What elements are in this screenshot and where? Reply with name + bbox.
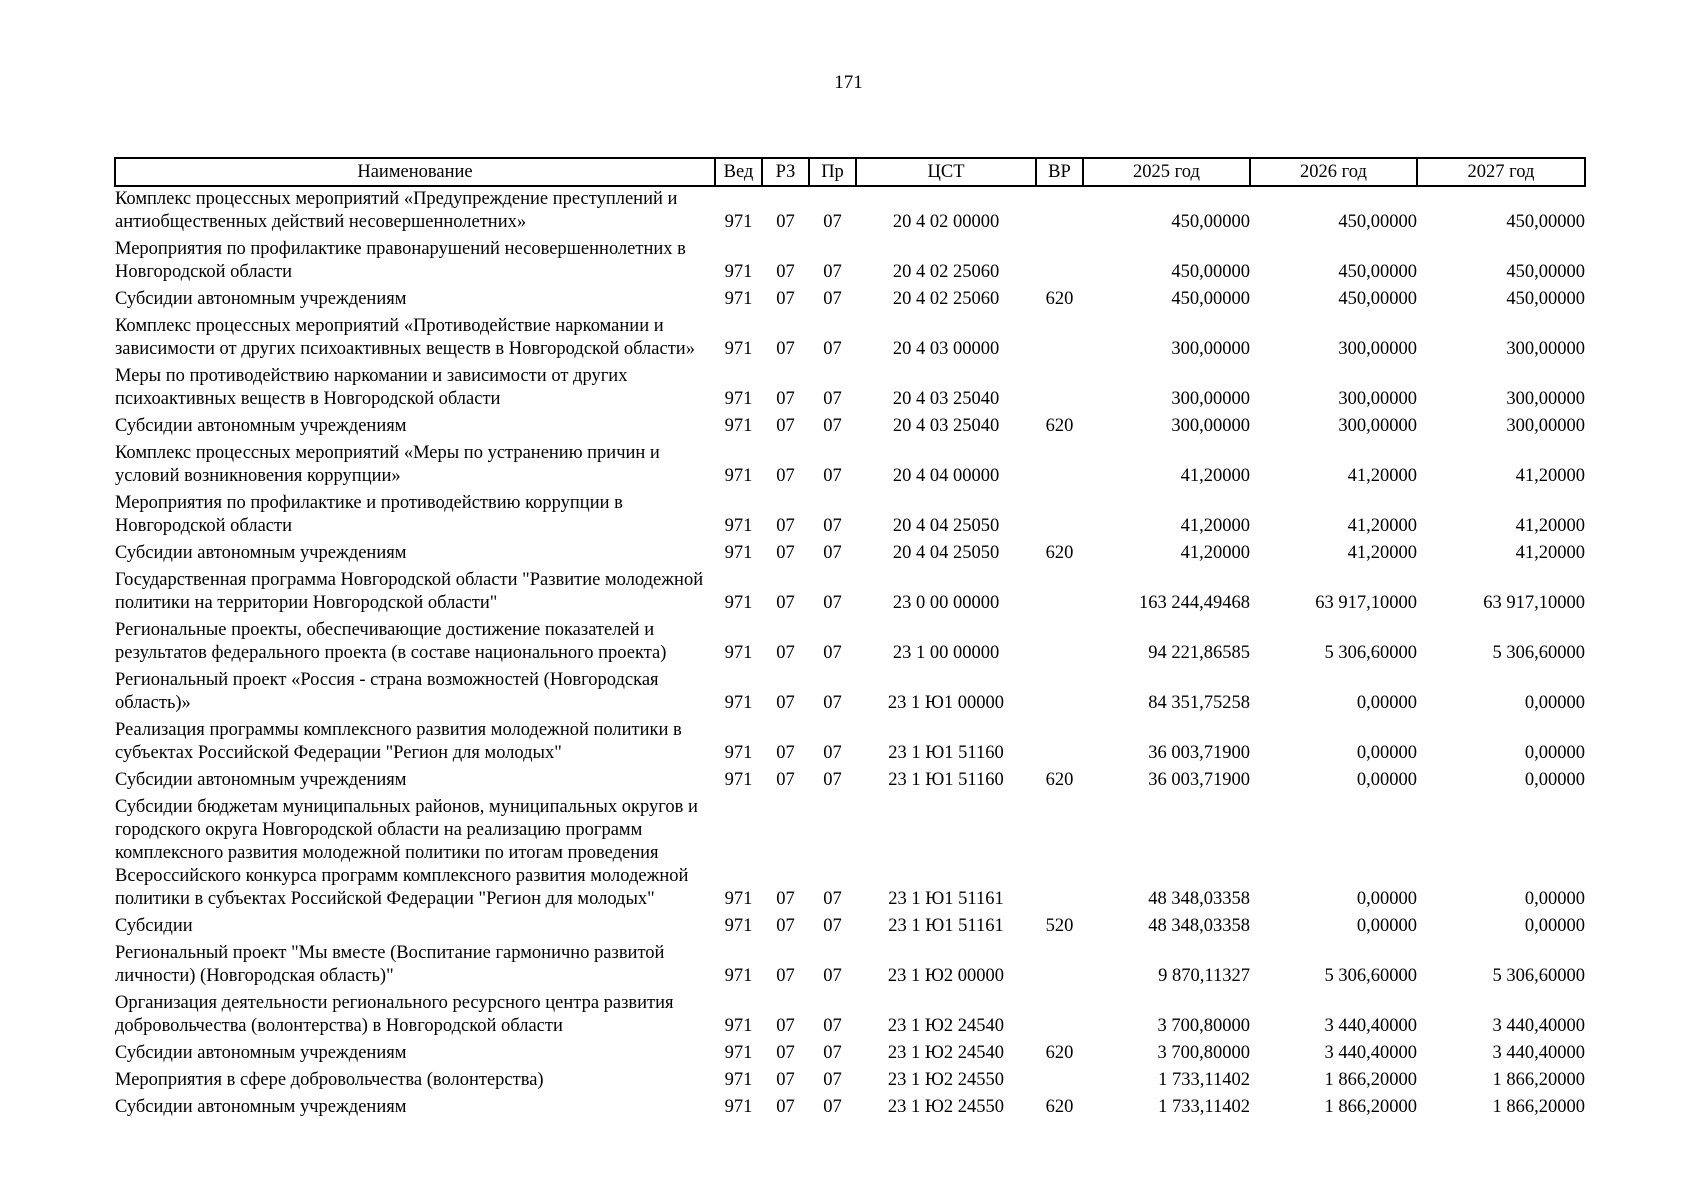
table-body <box>115 186 1585 1122</box>
cell-rz: 07 <box>776 262 795 282</box>
cell-ved: 971 <box>724 1070 753 1090</box>
cell-ved: 971 <box>724 466 753 486</box>
budget-table <box>114 157 1586 1122</box>
cell-cst: 23 1 Ю1 51161 <box>888 889 1004 909</box>
cell-2025: 48 348,03358 <box>1148 889 1250 909</box>
cell-vr: 620 <box>1045 1043 1074 1063</box>
cell-rz: 07 <box>776 466 795 486</box>
cell-cst: 20 4 03 25040 <box>892 416 1000 436</box>
header-name: Наименование <box>115 158 715 186</box>
cell-rz: 07 <box>776 516 795 536</box>
header-ved: Вед <box>715 158 762 186</box>
cell-cst: 23 1 Ю2 24550 <box>887 1070 1005 1090</box>
cell-vr <box>1036 364 1083 414</box>
page-number: 171 <box>834 72 863 93</box>
cell-ved: 971 <box>724 543 753 563</box>
cell-2026: 450,00000 <box>1338 289 1417 309</box>
cell-2025: 36 003,71900 <box>1148 743 1250 763</box>
cell-2025: 3 700,80000 <box>1157 1043 1250 1063</box>
cell-ved: 971 <box>724 289 753 309</box>
cell-cst: 23 1 Ю1 00000 <box>887 693 1005 713</box>
table-row <box>115 491 1585 541</box>
cell-name: Региональные проекты, обеспечивающие достижение показателей и результатов федерального проекта (в составе национального проекта) <box>115 620 667 663</box>
cell-2026: 41,20000 <box>1347 466 1417 486</box>
cell-pr: 07 <box>823 593 842 613</box>
cell-vr <box>1036 941 1083 991</box>
header-2027: 2027 год <box>1417 158 1585 186</box>
cell-name: Государственная программа Новгородской области "Развитие молодежной политики на территории Новгородской области" <box>115 570 704 613</box>
cell-2026: 0,00000 <box>1356 916 1417 936</box>
cell-cst: 20 4 04 25050 <box>892 543 1000 563</box>
cell-vr: 620 <box>1045 770 1074 790</box>
table-row <box>115 768 1585 795</box>
cell-pr: 07 <box>823 643 842 663</box>
table-row <box>115 186 1585 237</box>
cell-cst: 20 4 03 00000 <box>892 339 1000 359</box>
cell-vr <box>1036 991 1083 1041</box>
cell-rz: 07 <box>776 693 795 713</box>
cell-rz: 07 <box>776 339 795 359</box>
cell-2025: 1 733,11402 <box>1158 1097 1250 1117</box>
cell-pr: 07 <box>823 389 842 409</box>
cell-cst: 20 4 03 25040 <box>892 389 1000 409</box>
table-row <box>115 1095 1585 1122</box>
cell-name: Субсидии автономным учреждениям <box>115 1043 407 1063</box>
cell-2027: 1 866,20000 <box>1492 1097 1585 1117</box>
cell-name: Субсидии автономным учреждениям <box>115 543 407 563</box>
cell-cst: 23 1 Ю1 51161 <box>888 916 1004 936</box>
cell-rz: 07 <box>776 743 795 763</box>
cell-name: Комплекс процессных мероприятий «Предупреждение преступлений и антиобщественных действий несовершеннолетних» <box>115 189 678 232</box>
cell-name: Субсидии <box>115 916 193 936</box>
cell-pr: 07 <box>823 543 842 563</box>
cell-2027: 0,00000 <box>1524 693 1585 713</box>
cell-name: Реализация программы комплексного развития молодежной политики в субъектах Российской Федерации "Регион для молодых" <box>115 720 682 763</box>
cell-cst: 23 1 Ю2 24540 <box>887 1043 1005 1063</box>
cell-2025: 450,00000 <box>1171 212 1250 232</box>
header-rz: РЗ <box>762 158 809 186</box>
cell-ved: 971 <box>724 389 753 409</box>
cell-pr: 07 <box>823 1016 842 1036</box>
cell-2025: 41,20000 <box>1180 516 1250 536</box>
cell-pr: 07 <box>823 466 842 486</box>
cell-ved: 971 <box>724 212 753 232</box>
cell-ved: 971 <box>724 416 753 436</box>
cell-2027: 300,00000 <box>1506 389 1585 409</box>
header-cst: ЦСТ <box>856 158 1036 186</box>
cell-name: Комплекс процессных мероприятий «Противодействие наркомании и зависимости от других психоактивных веществ в Новгородской области» <box>115 316 695 359</box>
cell-2027: 3 440,40000 <box>1492 1043 1585 1063</box>
cell-rz: 07 <box>776 916 795 936</box>
cell-ved: 971 <box>724 743 753 763</box>
cell-2026: 0,00000 <box>1356 743 1417 763</box>
cell-name: Субсидии автономным учреждениям <box>115 1097 407 1117</box>
table-row <box>115 668 1585 718</box>
table-row <box>115 414 1585 441</box>
cell-rz: 07 <box>776 416 795 436</box>
cell-pr: 07 <box>823 966 842 986</box>
header-2025: 2025 год <box>1083 158 1250 186</box>
cell-pr: 07 <box>823 1097 842 1117</box>
cell-name: Региональный проект «Россия - страна возможностей (Новгородская область)» <box>115 670 659 713</box>
cell-pr: 07 <box>823 289 842 309</box>
cell-pr: 07 <box>823 416 842 436</box>
table-row <box>115 364 1585 414</box>
table-row <box>115 914 1585 941</box>
cell-cst: 20 4 02 00000 <box>892 212 1000 232</box>
table-row <box>115 287 1585 314</box>
cell-vr <box>1036 441 1083 491</box>
cell-2027: 3 440,40000 <box>1492 1016 1585 1036</box>
cell-name: Субсидии бюджетам муниципальных районов, муниципальных округов и городского округа Новгородской области на реализацию программ комплексного развития молодежной политики по итогам проведения Всероссийского конкурса программ комплексного развития молодежной политики в субъектах Российской Федерации "Регион для молодых" <box>115 797 698 909</box>
cell-ved: 971 <box>724 770 753 790</box>
cell-rz: 07 <box>776 643 795 663</box>
cell-2027: 5 306,60000 <box>1492 966 1585 986</box>
cell-vr: 620 <box>1045 416 1074 436</box>
cell-2027: 0,00000 <box>1524 770 1585 790</box>
cell-name: Меры по противодействию наркомании и зависимости от других психоактивных веществ в Новгородской области <box>115 366 628 409</box>
cell-rz: 07 <box>776 1043 795 1063</box>
cell-pr: 07 <box>823 770 842 790</box>
cell-2025: 48 348,03358 <box>1148 916 1250 936</box>
cell-2027: 63 917,10000 <box>1483 593 1585 613</box>
cell-name: Мероприятия по профилактике и противодействию коррупции в Новгородской области <box>115 493 623 536</box>
cell-rz: 07 <box>776 889 795 909</box>
cell-2026: 300,00000 <box>1338 416 1417 436</box>
cell-cst: 23 1 Ю2 00000 <box>887 966 1005 986</box>
cell-vr <box>1036 1068 1083 1095</box>
cell-vr: 620 <box>1045 543 1074 563</box>
cell-rz: 07 <box>776 1070 795 1090</box>
cell-2025: 450,00000 <box>1171 289 1250 309</box>
cell-rz: 07 <box>776 593 795 613</box>
cell-rz: 07 <box>776 389 795 409</box>
table-row <box>115 541 1585 568</box>
cell-pr: 07 <box>823 916 842 936</box>
table-row <box>115 1041 1585 1068</box>
cell-rz: 07 <box>776 770 795 790</box>
cell-vr <box>1036 568 1083 618</box>
cell-ved: 971 <box>724 262 753 282</box>
cell-name: Мероприятия по профилактике правонарушений несовершеннолетних в Новгородской области <box>115 239 686 282</box>
cell-ved: 971 <box>724 889 753 909</box>
cell-2027: 450,00000 <box>1506 212 1585 232</box>
cell-rz: 07 <box>776 289 795 309</box>
cell-2025: 450,00000 <box>1171 262 1250 282</box>
cell-vr: 620 <box>1045 289 1074 309</box>
header-pr: Пр <box>809 158 856 186</box>
cell-2025: 41,20000 <box>1180 466 1250 486</box>
cell-2025: 300,00000 <box>1171 416 1250 436</box>
cell-rz: 07 <box>776 212 795 232</box>
cell-vr: 620 <box>1045 1097 1074 1117</box>
cell-2025: 300,00000 <box>1171 339 1250 359</box>
cell-2026: 1 866,20000 <box>1324 1070 1417 1090</box>
cell-rz: 07 <box>776 1097 795 1117</box>
cell-vr <box>1036 618 1083 668</box>
cell-ved: 971 <box>724 1043 753 1063</box>
cell-2026: 300,00000 <box>1338 339 1417 359</box>
cell-2025: 300,00000 <box>1171 389 1250 409</box>
cell-pr: 07 <box>823 1070 842 1090</box>
cell-vr <box>1036 186 1083 237</box>
table-row <box>115 568 1585 618</box>
cell-cst: 23 1 Ю1 51160 <box>888 770 1004 790</box>
cell-vr: 520 <box>1045 916 1074 936</box>
cell-ved: 971 <box>724 693 753 713</box>
cell-2027: 41,20000 <box>1515 516 1585 536</box>
cell-2026: 0,00000 <box>1356 693 1417 713</box>
cell-ved: 971 <box>724 516 753 536</box>
header-vr: ВР <box>1036 158 1083 186</box>
cell-2027: 41,20000 <box>1515 543 1585 563</box>
cell-name: Субсидии автономным учреждениям <box>115 770 407 790</box>
cell-name: Субсидии автономным учреждениям <box>115 416 407 436</box>
cell-ved: 971 <box>724 339 753 359</box>
cell-pr: 07 <box>823 212 842 232</box>
cell-vr <box>1036 668 1083 718</box>
cell-cst: 20 4 02 25060 <box>892 262 1000 282</box>
cell-2025: 84 351,75258 <box>1148 693 1250 713</box>
cell-name: Организация деятельности регионального ресурсного центра развития добровольчества (волонтерства) в Новгородской области <box>115 993 674 1036</box>
table-row <box>115 795 1585 914</box>
cell-2027: 300,00000 <box>1506 416 1585 436</box>
table-row <box>115 718 1585 768</box>
table-header <box>115 158 1585 186</box>
cell-vr <box>1036 795 1083 914</box>
cell-cst: 23 0 00 00000 <box>892 593 1000 613</box>
cell-2026: 41,20000 <box>1347 543 1417 563</box>
cell-2025: 3 700,80000 <box>1157 1016 1250 1036</box>
cell-ved: 971 <box>724 966 753 986</box>
cell-vr <box>1036 491 1083 541</box>
cell-2026: 1 866,20000 <box>1324 1097 1417 1117</box>
table-row <box>115 941 1585 991</box>
cell-cst: 20 4 04 00000 <box>892 466 1000 486</box>
cell-2026: 3 440,40000 <box>1324 1043 1417 1063</box>
cell-2025: 163 244,49468 <box>1139 593 1250 613</box>
table-row <box>115 618 1585 668</box>
cell-ved: 971 <box>724 1097 753 1117</box>
cell-vr <box>1036 237 1083 287</box>
table-row <box>115 991 1585 1041</box>
cell-pr: 07 <box>823 339 842 359</box>
cell-2026: 450,00000 <box>1338 262 1417 282</box>
cell-rz: 07 <box>776 1016 795 1036</box>
cell-2025: 41,20000 <box>1180 543 1250 563</box>
cell-2027: 0,00000 <box>1524 743 1585 763</box>
cell-vr <box>1036 314 1083 364</box>
cell-2026: 3 440,40000 <box>1324 1016 1417 1036</box>
table-row <box>115 441 1585 491</box>
table-row <box>115 237 1585 287</box>
cell-2026: 0,00000 <box>1356 770 1417 790</box>
cell-name: Комплекс процессных мероприятий «Меры по устранению причин и условий возникновения коррупции» <box>115 443 660 486</box>
cell-name: Субсидии автономным учреждениям <box>115 289 407 309</box>
cell-pr: 07 <box>823 516 842 536</box>
cell-2027: 300,00000 <box>1506 339 1585 359</box>
cell-ved: 971 <box>724 916 753 936</box>
cell-cst: 20 4 04 25050 <box>892 516 1000 536</box>
cell-rz: 07 <box>776 543 795 563</box>
cell-2025: 9 870,11327 <box>1158 966 1250 986</box>
table-row <box>115 314 1585 364</box>
cell-pr: 07 <box>823 743 842 763</box>
cell-cst: 23 1 Ю2 24540 <box>887 1016 1005 1036</box>
cell-pr: 07 <box>823 889 842 909</box>
cell-name: Мероприятия в сфере добровольчества (волонтерства) <box>115 1070 544 1090</box>
cell-2027: 5 306,60000 <box>1492 643 1585 663</box>
cell-ved: 971 <box>724 593 753 613</box>
cell-vr <box>1036 718 1083 768</box>
cell-2026: 300,00000 <box>1338 389 1417 409</box>
table-row <box>115 1068 1585 1095</box>
cell-2026: 63 917,10000 <box>1315 593 1417 613</box>
cell-2026: 41,20000 <box>1347 516 1417 536</box>
cell-2026: 5 306,60000 <box>1324 643 1417 663</box>
cell-2025: 36 003,71900 <box>1148 770 1250 790</box>
cell-2027: 450,00000 <box>1506 289 1585 309</box>
cell-cst: 20 4 02 25060 <box>892 289 1000 309</box>
cell-pr: 07 <box>823 693 842 713</box>
cell-2025: 94 221,86585 <box>1148 643 1250 663</box>
cell-2026: 5 306,60000 <box>1324 966 1417 986</box>
cell-2026: 0,00000 <box>1356 889 1417 909</box>
cell-2027: 0,00000 <box>1524 889 1585 909</box>
cell-name: Региональный проект "Мы вместе (Воспитание гармонично развитой личности) (Новгородская область)" <box>115 943 665 986</box>
cell-2026: 450,00000 <box>1338 212 1417 232</box>
cell-2027: 1 866,20000 <box>1492 1070 1585 1090</box>
cell-pr: 07 <box>823 262 842 282</box>
cell-2027: 450,00000 <box>1506 262 1585 282</box>
header-2026: 2026 год <box>1250 158 1417 186</box>
cell-2027: 41,20000 <box>1515 466 1585 486</box>
cell-cst: 23 1 00 00000 <box>892 643 1000 663</box>
cell-cst: 23 1 Ю2 24550 <box>887 1097 1005 1117</box>
cell-ved: 971 <box>724 643 753 663</box>
cell-cst: 23 1 Ю1 51160 <box>888 743 1004 763</box>
cell-rz: 07 <box>776 966 795 986</box>
cell-2027: 0,00000 <box>1524 916 1585 936</box>
cell-ved: 971 <box>724 1016 753 1036</box>
cell-2025: 1 733,11402 <box>1158 1070 1250 1090</box>
cell-pr: 07 <box>823 1043 842 1063</box>
